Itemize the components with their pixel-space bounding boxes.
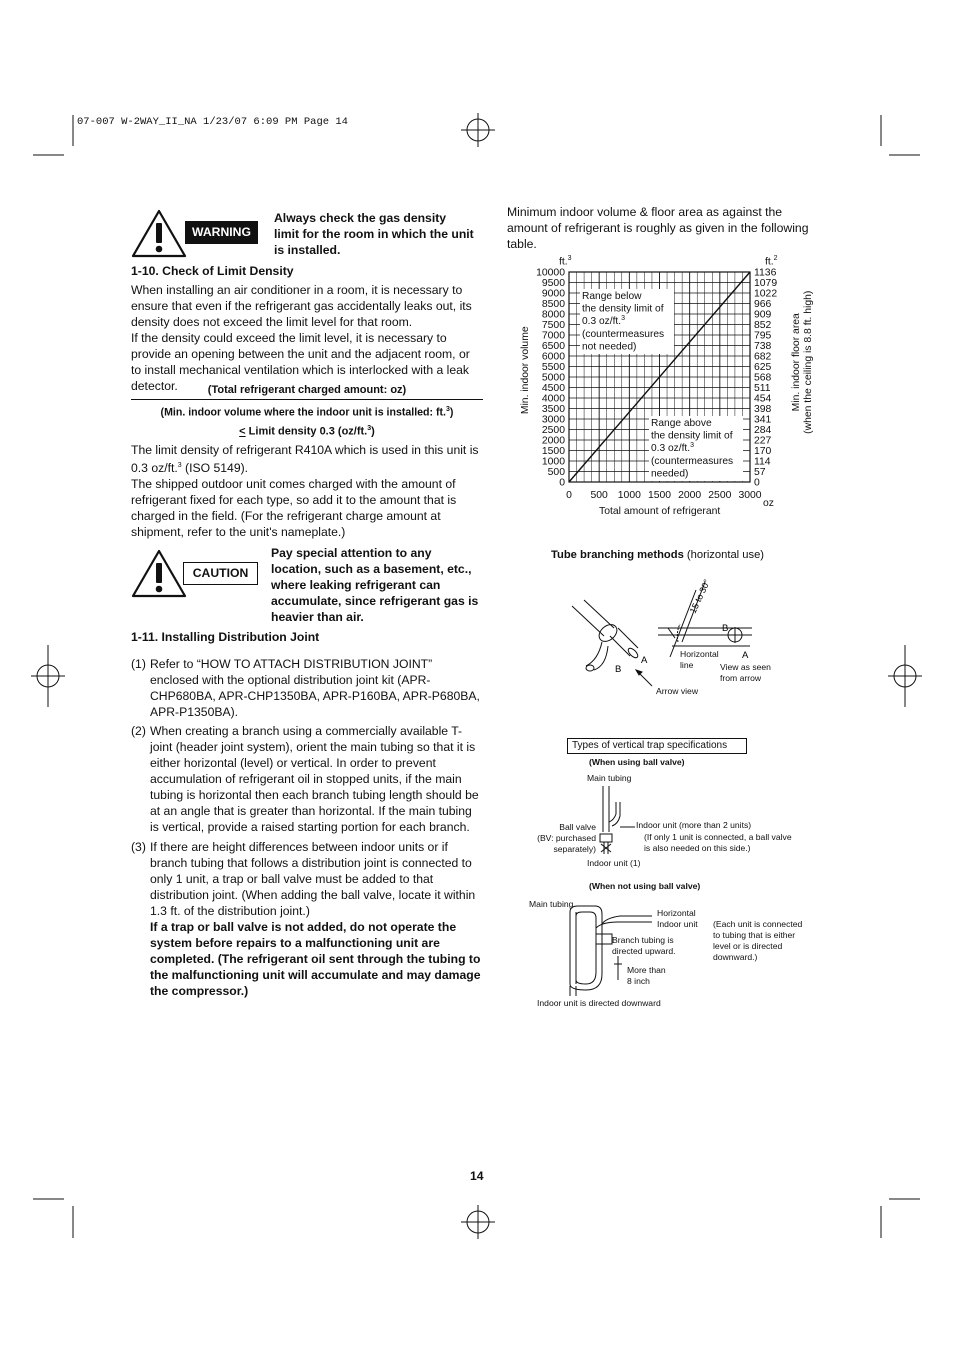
y-right-tick-label: 398 <box>754 404 772 415</box>
y-right-tick-label: 738 <box>754 341 772 352</box>
y-left-tick-label: 500 <box>547 467 565 478</box>
y-right-tick-label: 1022 <box>754 288 778 300</box>
formula-denominator: (Min. indoor volume where the indoor unit is installed: ft.$^3$) <box>160 406 454 419</box>
caution-badge: CAUTION <box>183 562 258 585</box>
label-a-right: A <box>742 650 749 661</box>
caution-triangle-icon <box>131 549 187 599</box>
distribution-joint-list <box>131 656 483 1000</box>
y-left-tick-label: 9000 <box>541 288 565 300</box>
indoor-more-label: Indoor unit (more than 2 units) <box>636 820 752 830</box>
y-right-tick-label: 341 <box>754 414 772 426</box>
label-b-left: B <box>615 664 622 675</box>
annotation-above-line: 0.3 oz/ft.$^3$ <box>651 442 694 455</box>
y-right-tick-label: 170 <box>754 446 772 457</box>
y-right-tick-label: 568 <box>754 372 772 384</box>
annotation-below-line: not needed) <box>582 341 637 353</box>
main-tubing-label-2: Main tubing <box>529 899 574 909</box>
annotation-above-line: needed) <box>651 468 689 480</box>
horizontal-indoor-label: Horizontal Indoor unit <box>657 908 698 929</box>
warning-text: Always check the gas density limit for the room in which the unit is installed. <box>274 211 474 257</box>
y-left-tick-label: 5000 <box>541 372 565 384</box>
y-left-tick-label: 10000 <box>536 267 565 279</box>
annotation-above <box>649 416 743 481</box>
horizontal-line-label: Horizontal line <box>680 649 719 670</box>
y-left-tick-label: 8000 <box>541 309 565 321</box>
x-tick-label: 0 <box>566 490 572 501</box>
y-left-tick-label: 3500 <box>541 404 565 415</box>
annotation-above-line: (countermeasures <box>651 455 734 467</box>
y-right-tick-label: 625 <box>754 362 772 373</box>
no-ball-valve-title: (When not using ball valve) <box>589 881 701 891</box>
annotation-below <box>580 289 674 354</box>
print-slug: 07-007 W-2WAY_II_NA 1/23/07 6:09 PM Page 14 <box>77 116 348 128</box>
y-left-tick-label: 2000 <box>541 435 565 447</box>
y-left-tick-label: 9500 <box>541 278 565 289</box>
warning-badge: WARNING <box>185 221 258 244</box>
branch-up-label: Branch tubing is directed upward. <box>612 935 676 956</box>
limit-density-intro: When installing an air conditioner in a room, it is necessary to ensure that even if the refrigerant gas accidentally leaks out, its density does not exceed the limit level for that room. <box>131 283 472 329</box>
y-right-tick-label: 1136 <box>754 267 777 279</box>
only-one-note: (If only 1 unit is connected, a ball valve is also needed on this side.) <box>644 832 792 853</box>
annotation-above-line: the density limit of <box>651 430 733 442</box>
y-right-axis-label: Min. indoor floor area <box>790 313 802 412</box>
y-left-tick-label: 6500 <box>541 341 565 352</box>
chart-intro: Minimum indoor volume & floor area as against the amount of refrigerant is roughly as given in the following table. <box>507 205 809 251</box>
x-tick-label: 2000 <box>678 490 702 501</box>
tube-branching-title: Tube branching methods (horizontal use) <box>551 549 765 561</box>
y-right-tick-label: 114 <box>754 456 771 468</box>
page-number: 14 <box>470 1169 484 1183</box>
indoor-one-label: Indoor unit (1) <box>587 858 641 868</box>
view-from-arrow-label: View as seen from arrow <box>720 662 771 683</box>
limit-density-r410a: The limit density of refrigerant R410A which is used in this unit is 0.3 oz/ft.$^3$ (ISO 5149). <box>131 443 479 476</box>
ball-valve-title: (When using ball valve) <box>589 757 685 767</box>
list-item: (3) If there are height differences between indoor units or if branch tubing that follows a distribution joint is connected to only 1 unit, a trap or ball valve must be added to that distribution joint. (When adding the ball valve, locate it within 1.3 ft. of the distribution joint.) If a trap or ball valve is not added, do not operate the system before repairs to a malfunctioning unit are completed. (The refrigerant oil sent through the tubing to the malfunctioning unit will accumulate and may damage the compressor.) <box>131 839 483 999</box>
y-right-tick-label: 227 <box>754 435 772 447</box>
right-unit-label: ft.$^2$ <box>765 255 778 268</box>
annotation-below-line: the density limit of <box>582 303 664 315</box>
label-a-left: A <box>641 655 648 666</box>
y-left-tick-label: 6000 <box>541 351 565 363</box>
angle-label: 15 to 30° <box>687 577 713 615</box>
limit-density-note: If the density could exceed the limit level, it is necessary to provide an opening between the unit and the adjacent room, or to install mechanical ventilation which is interlocked with a leak detector. <box>131 331 470 393</box>
y-left-tick-label: 7000 <box>541 330 565 342</box>
y-right-axis-label-wrap <box>782 290 814 434</box>
indoor-down-label: Indoor unit is directed downward <box>537 998 661 1008</box>
list-item: (2) When creating a branch using a commercially available T-joint (header joint system), orient the main tubing so that it is either horizontal (level) or vertical. In order to prevent accumulation of refrigerant oil in stopped units, if the main tubing is horizontal then each branch tubing length should be at an angle that is greater than horizontal. If the main tubing is vertical, provide a raised starting portion for each branch. <box>131 724 479 834</box>
y-right-tick-label: 57 <box>754 467 766 478</box>
y-left-tick-label: 3000 <box>541 414 565 426</box>
section-1-10-heading: 1-10. Check of Limit Density <box>131 264 294 278</box>
shipped-charge-note: The shipped outdoor unit comes charged with the amount of refrigerant fixed for each type, so add it to the amount that is charged in the field. (For the refrigerant charge amount at shipment, refer to the unit's nameplate.) <box>131 477 457 539</box>
y-right-tick-label: 682 <box>754 351 772 363</box>
y-right-tick-label: 284 <box>754 425 772 436</box>
y-right-tick-label: 909 <box>754 309 772 321</box>
y-right-tick-label: 454 <box>754 393 772 405</box>
more-than-label: More than 8 inch <box>627 965 666 986</box>
label-b-right: B <box>722 623 729 634</box>
left-unit-label: ft.$^3$ <box>559 255 572 268</box>
x-tick-label: 1000 <box>617 490 641 501</box>
caution-text: Pay special attention to any location, such as a basement, etc., where leaking refrigerant can accumulate, since refrigerant gas is heavier than air. <box>271 546 479 624</box>
x-unit-label: oz <box>763 498 774 509</box>
formula-divider <box>131 399 483 400</box>
x-tick-label: 2500 <box>708 490 732 501</box>
x-axis-label: Total amount of refrigerant <box>599 506 721 517</box>
y-right-axis-label-2: (when the ceiling is 8.8 ft. high) <box>802 290 814 434</box>
compressor-damage-warning: If a trap or ball valve is not added, do not operate the system before repairs to a malfunctioning unit are completed. (The refrigerant oil sent through the tubing to the malfunctioning unit will accumulate and may damage the compressor.) <box>150 920 481 998</box>
each-unit-note: (Each unit is connected to tubing that is either level or is directed downward.) <box>713 919 803 962</box>
y-right-tick-label: 1079 <box>754 278 778 289</box>
section-1-11-heading: 1-11. Installing Distribution Joint <box>131 630 320 644</box>
annotation-below-line: (countermeasures <box>582 328 665 340</box>
arrow-view-label: Arrow view <box>656 686 699 696</box>
ball-valve-label: Ball valve (BV: purchased separately) <box>537 822 596 854</box>
y-left-tick-label: 1000 <box>541 456 565 468</box>
formula-numerator: (Total refrigerant charged amount: oz) <box>207 384 407 396</box>
x-tick-label: 500 <box>590 490 608 501</box>
trap-spec-box: Types of vertical trap specifications <box>567 738 747 754</box>
y-left-tick-label: 1500 <box>541 446 565 457</box>
y-right-tick-label: 0 <box>754 477 760 489</box>
y-right-tick-label: 795 <box>754 330 772 342</box>
density-chart <box>500 260 820 530</box>
warning-triangle-icon <box>131 209 187 259</box>
annotation-above-line: Range above <box>651 418 712 429</box>
x-tick-label: 3000 <box>738 490 762 501</box>
y-left-tick-label: 4000 <box>541 393 565 405</box>
annotation-below-line: Range below <box>582 291 642 302</box>
y-left-tick-label: 7500 <box>541 320 565 331</box>
formula-limit: < Limit density 0.3 (oz/ft.$^3$) <box>239 425 375 438</box>
y-right-tick-label: 511 <box>754 383 771 394</box>
y-right-tick-label: 852 <box>754 320 772 331</box>
y-right-tick-label: 966 <box>754 299 772 310</box>
x-tick-label: 1500 <box>647 490 672 501</box>
y-left-tick-label: 4500 <box>541 383 565 394</box>
y-left-tick-label: 8500 <box>541 299 565 310</box>
list-item: (1) Refer to “HOW TO ATTACH DISTRIBUTION JOINT” enclosed with the optional distribution joint kit (APR-CHP680BA, APR-CHP1350BA, APR-P160BA, APR-P680BA, APR-P1350BA). <box>131 657 480 719</box>
y-left-axis-label: Min. indoor volume <box>519 326 531 415</box>
y-left-axis-label-wrap <box>516 326 536 415</box>
y-left-tick-label: 5500 <box>541 362 565 373</box>
main-tubing-label: Main tubing <box>587 773 632 783</box>
annotation-below-line: 0.3 oz/ft.$^3$ <box>582 315 625 328</box>
y-left-tick-label: 2500 <box>541 425 565 436</box>
y-left-tick-label: 0 <box>559 477 565 489</box>
